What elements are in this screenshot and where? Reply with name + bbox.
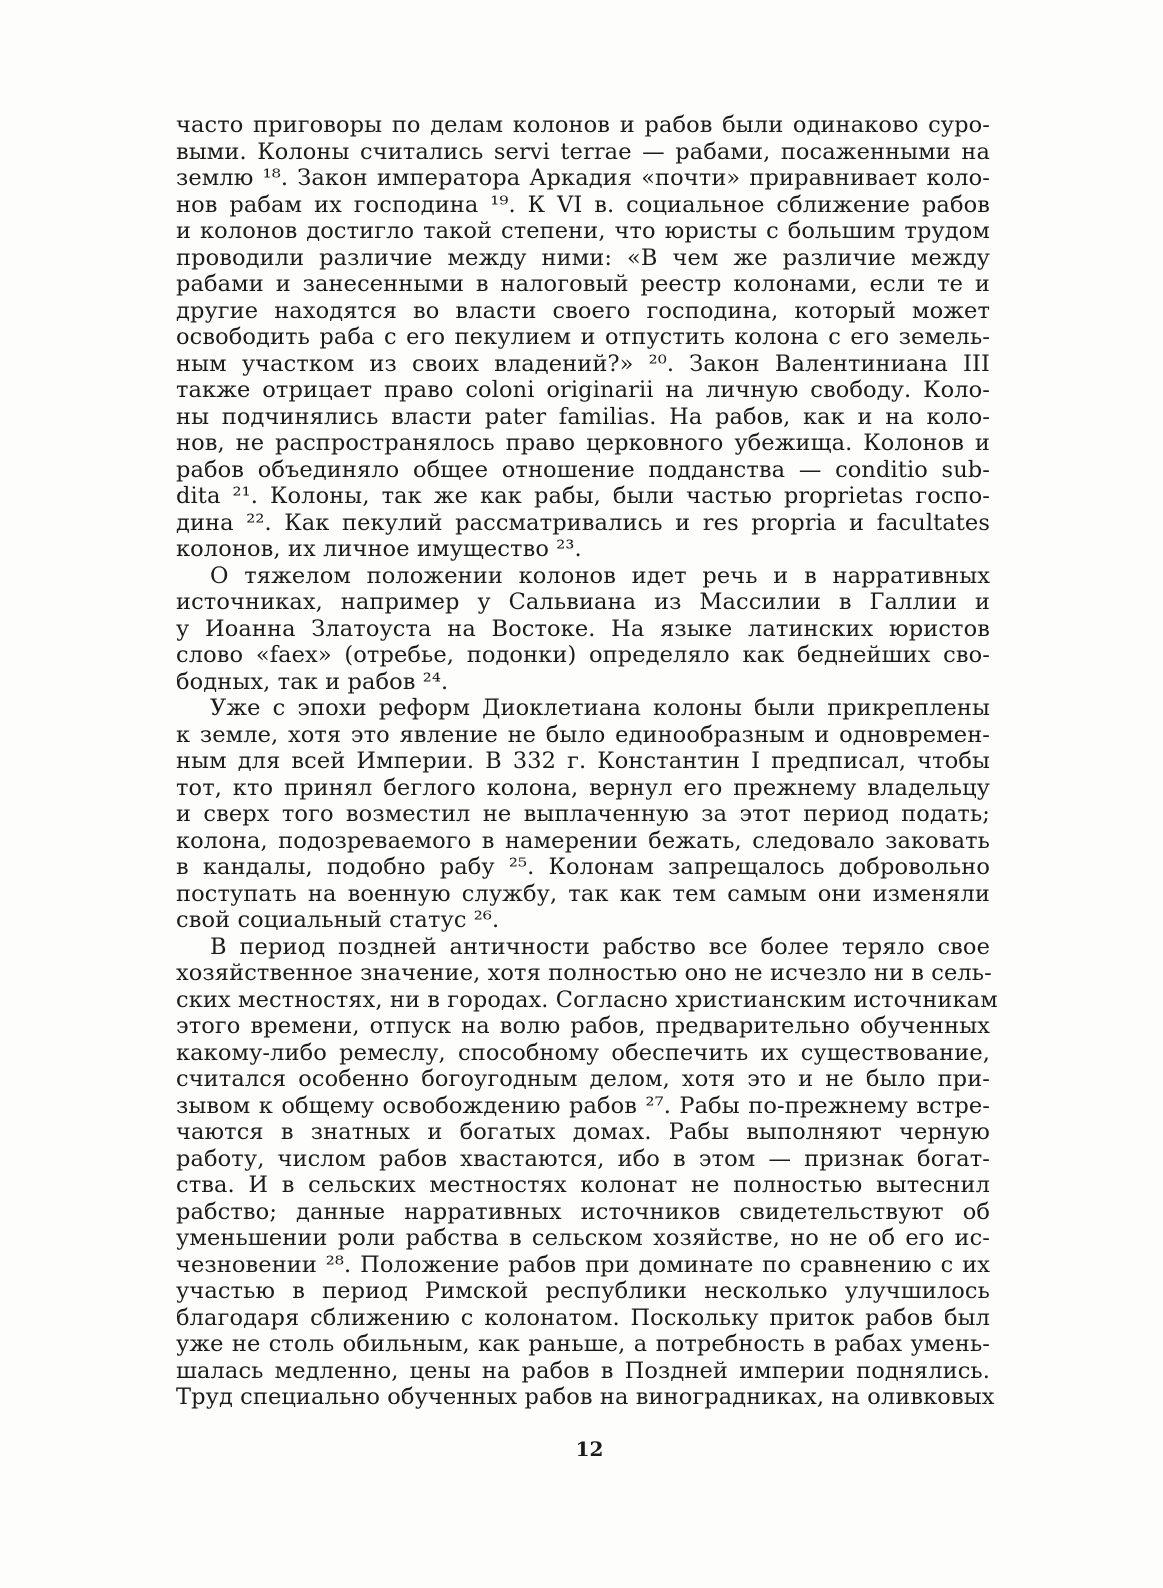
paragraph-start-line: О тяжелом положении колонов идет речь и в нарративных bbox=[210, 562, 990, 589]
text-line: какому-либо ремеслу, способному обеспечить их существование, bbox=[176, 1039, 990, 1066]
text-line: другие находятся во власти своего господина, который может bbox=[176, 297, 990, 324]
text-line: у Иоанна Златоуста на Востоке. На языке латинских юристов bbox=[176, 615, 990, 642]
body-text bbox=[176, 112, 998, 1411]
text-line: чаются в знатных и богатых домах. Рабы выполняют черную bbox=[176, 1119, 990, 1145]
text-line: и сверх того возместил не выплаченную за этот период подать; bbox=[176, 801, 990, 827]
text-line: шалась медленно, цены на рабов в Поздней империи поднялись. bbox=[176, 1357, 990, 1384]
text-line: источниках, например у Сальвиана из Массилии в Галлии и bbox=[176, 589, 990, 615]
text-line: освободить раба с его пекулием и отпустить колона с его земель- bbox=[176, 324, 990, 350]
text-line: проводили различие между ними: «В чем же различие между bbox=[176, 244, 990, 271]
text-line: ным участком из своих владений?» ²⁰. Закон Валентиниана III bbox=[176, 350, 990, 377]
text-line: уменьшении роли рабства в сельском хозяйстве, но не об его ис- bbox=[176, 1225, 990, 1251]
text-line: этого времени, отпуск на волю рабов, предварительно обученных bbox=[176, 1013, 990, 1039]
text-line: и колонов достигло такой степени, что юристы с большим трудом bbox=[176, 218, 990, 244]
text-line: считался особенно богоугодным делом, хотя это и не было при- bbox=[176, 1066, 990, 1092]
text-line: ным для всей Империи. В 332 г. Константин I предписал, чтобы bbox=[176, 748, 990, 774]
text-line: зывом к общему освобождению рабов ²⁷. Рабы по-прежнему встре- bbox=[176, 1092, 990, 1119]
text-line: колонов, их личное имущество ²³. bbox=[176, 536, 582, 562]
text-line: свой социальный статус ²⁶. bbox=[176, 907, 500, 933]
paragraph-start-line: В период поздней античности рабство все более теряло свое bbox=[210, 933, 990, 960]
text-line: бодных, так и рабов ²⁴. bbox=[176, 668, 449, 695]
text-line: поступать на военную службу, так как тем самым они изменяли bbox=[176, 880, 990, 907]
text-line: землю ¹⁸. Закон императора Аркадия «почти» приравнивает коло- bbox=[176, 165, 990, 191]
text-line: колона, подозреваемого в намерении бежать, следовало заковать bbox=[176, 827, 990, 854]
text-line: слово «faex» (отребье, подонки) определяло как беднейших сво- bbox=[176, 642, 990, 668]
text-line: хозяйственное значение, хотя полностью оно не исчезло ни в сель- bbox=[176, 960, 992, 986]
text-line: ны подчинялись власти pater familias. На рабов, как и на коло- bbox=[176, 403, 990, 430]
text-line: в кандалы, подобно рабу ²⁵. Колонам запрещалось добровольно bbox=[176, 854, 990, 880]
text-line: часто приговоры по делам колонов и рабов были одинаково суро- bbox=[176, 112, 990, 138]
text-line: ства. И в сельских местностях колонат не полностью вытеснил bbox=[176, 1172, 990, 1198]
text-line: dita ²¹. Колоны, так же как рабы, были частью proprietas госпо- bbox=[176, 483, 990, 509]
text-line: рабов объединяло общее отношение подданства — conditio sub- bbox=[176, 456, 990, 483]
text-line: дина ²². Как пекулий рассматривались и res propria и facultates bbox=[176, 509, 990, 536]
page-number: 12 bbox=[575, 1437, 604, 1461]
text-line: рабство; данные нарративных источников свидетельствуют об bbox=[176, 1198, 990, 1225]
text-line: к земле, хотя это явление не было единообразным и одновремен- bbox=[176, 721, 990, 748]
text-line: нов рабам их господина ¹⁹. К VI в. социальное сближение рабов bbox=[176, 191, 990, 218]
text-line: работу, числом рабов хвастаются, ибо в этом — признак богат- bbox=[176, 1145, 990, 1172]
text-line: Труд специально обученных рабов на виноградниках, на оливковых bbox=[176, 1384, 995, 1410]
text-line: нов, не распространялось право церковного убежища. Колонов и bbox=[176, 430, 990, 456]
text-line: ских местностях, ни в городах. Согласно христианским источникам bbox=[176, 986, 998, 1013]
text-line: уже не столь обильным, как раньше, а потребность в рабах умень- bbox=[176, 1331, 990, 1357]
text-line: рабами и занесенными в налоговый реестр колонами, если те и bbox=[176, 271, 990, 297]
text-line: благодаря сближению с колонатом. Поскольку приток рабов был bbox=[176, 1304, 990, 1331]
text-line: участью в период Римской республики несколько улучшилось bbox=[176, 1278, 990, 1304]
text-line: тот, кто принял беглого колона, вернул его прежнему владельцу bbox=[176, 774, 990, 801]
text-line: чезновении ²⁸. Положение рабов при доминате по сравнению с их bbox=[176, 1251, 990, 1278]
text-line: выми. Колоны считались servi terrae — рабами, посаженными на bbox=[176, 138, 990, 165]
text-line: также отрицает право coloni originarii на личную свободу. Коло- bbox=[176, 377, 990, 403]
paragraph-start-line: Уже с эпохи реформ Диоклетиана колоны были прикреплены bbox=[210, 695, 990, 721]
